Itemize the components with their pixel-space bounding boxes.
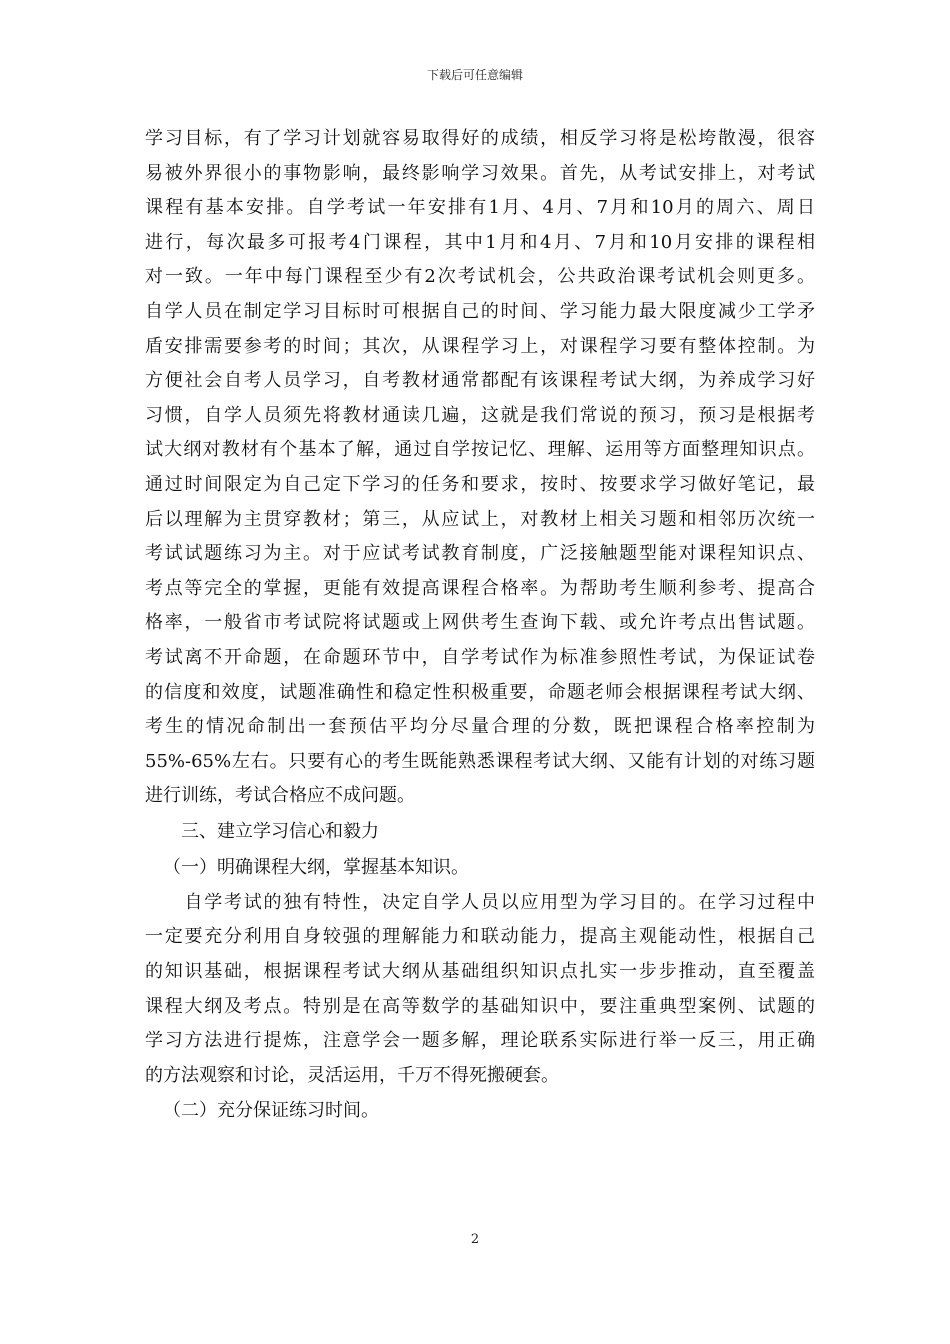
- text-line: 自学人员在制定学习目标时可根据自己的时间、学习能力最大限度减少工学矛: [145, 300, 815, 322]
- paragraph-study-plan: [145, 122, 815, 814]
- subsection-heading-2: （二）充分保证练习时间。: [163, 1100, 379, 1122]
- text-line: 的方法观察和讨论，灵活运用，千万不得死搬硬套。: [145, 1064, 559, 1086]
- text-line: 课程大纲及考点。特别是在高等数学的基础知识中，要注重典型案例、试题的: [145, 995, 815, 1017]
- text-line: 易被外界很小的事物影响，最终影响学习效果。首先，从考试安排上，对考试: [145, 162, 815, 184]
- text-line: 对一致。一年中每门课程至少有2次考试机会，公共政治课考试机会则更多。: [145, 266, 815, 288]
- text-line: 学习目标，有了学习计划就容易取得好的成绩，相反学习将是松垮散漫，很容: [145, 128, 815, 149]
- text-line: 课程有基本安排。自学考试一年安排有1月、4月、7月和10月的周六、周日: [145, 197, 815, 219]
- text-line: 学习方法进行提炼，注意学会一题多解，理论联系实际进行举一反三，用正确: [145, 1030, 815, 1052]
- text-line: 格率，一般省市考试院将试题或上网供考生查询下载、或允许考点出售试题。: [145, 612, 815, 634]
- subsection-heading-1: （一）明确课程大纲，掌握基本知识。: [163, 856, 469, 878]
- text-line: 方便社会自考人员学习，自考教材通常都配有该课程考试大纲，为养成学习好: [145, 370, 815, 392]
- text-line: 考生的情况命制出一套预估平均分尽量合理的分数，既把课程合格率控制为: [145, 716, 815, 738]
- text-line: 考试试题练习为主。对于应试考试教育制度，广泛接触题型能对课程知识点、: [145, 543, 815, 565]
- text-line: 一定要充分利用自身较强的理解能力和联动能力，提高主观能动性，根据自己: [145, 926, 815, 948]
- page-number: 2: [470, 1232, 480, 1247]
- text-line: 考点等完全的掌握，更能有效提高课程合格率。为帮助考生顺利参考、提高合: [145, 577, 815, 599]
- text-line: 盾安排需要参考的时间；其次，从课程学习上，对课程学习要有整体控制。为: [145, 335, 815, 357]
- text-line: 的信度和效度，试题准确性和稳定性积极重要，命题老师会根据课程考试大纲、: [145, 681, 815, 703]
- text-line: 的知识基础，根据课程考试大纲从基础组织知识点扎实一步步推动，直至覆盖: [145, 961, 815, 983]
- text-line: 试大纲对教材有个基本了解，通过自学按记忆、理解、运用等方面整理知识点。: [145, 439, 815, 461]
- page-header: 下载后可任意编辑: [426, 68, 523, 82]
- paragraph-course-outline: [145, 886, 815, 1094]
- text-line: 55%-65%左右。只要有心的考生既能熟悉课程考试大纲、又能有计划的对练习题: [145, 750, 815, 772]
- text-line: 自学考试的独有特性，决定自学人员以应用型为学习目的。在学习过程中: [145, 891, 815, 913]
- text-line: 习惯，自学人员须先将教材通读几遍，这就是我们常说的预习，预习是根据考: [145, 404, 815, 426]
- text-line: 进行，每次最多可报考4门课程，其中1月和4月、7月和10月安排的课程相: [145, 231, 815, 253]
- text-line: 进行训练，考试合格应不成问题。: [145, 785, 415, 807]
- text-line: 通过时间限定为自己定下学习的任务和要求，按时、按要求学习做好笔记，最: [145, 473, 815, 495]
- text-line: 考试离不开命题，在命题环节中，自学考试作为标准参照性考试，为保证试卷: [145, 646, 815, 668]
- text-line: 后以理解为主贯穿教材；第三，从应试上，对教材上相关习题和相邻历次统一: [145, 508, 815, 530]
- section-heading: 三、建立学习信心和毅力: [181, 820, 379, 842]
- document-body: [145, 122, 815, 1129]
